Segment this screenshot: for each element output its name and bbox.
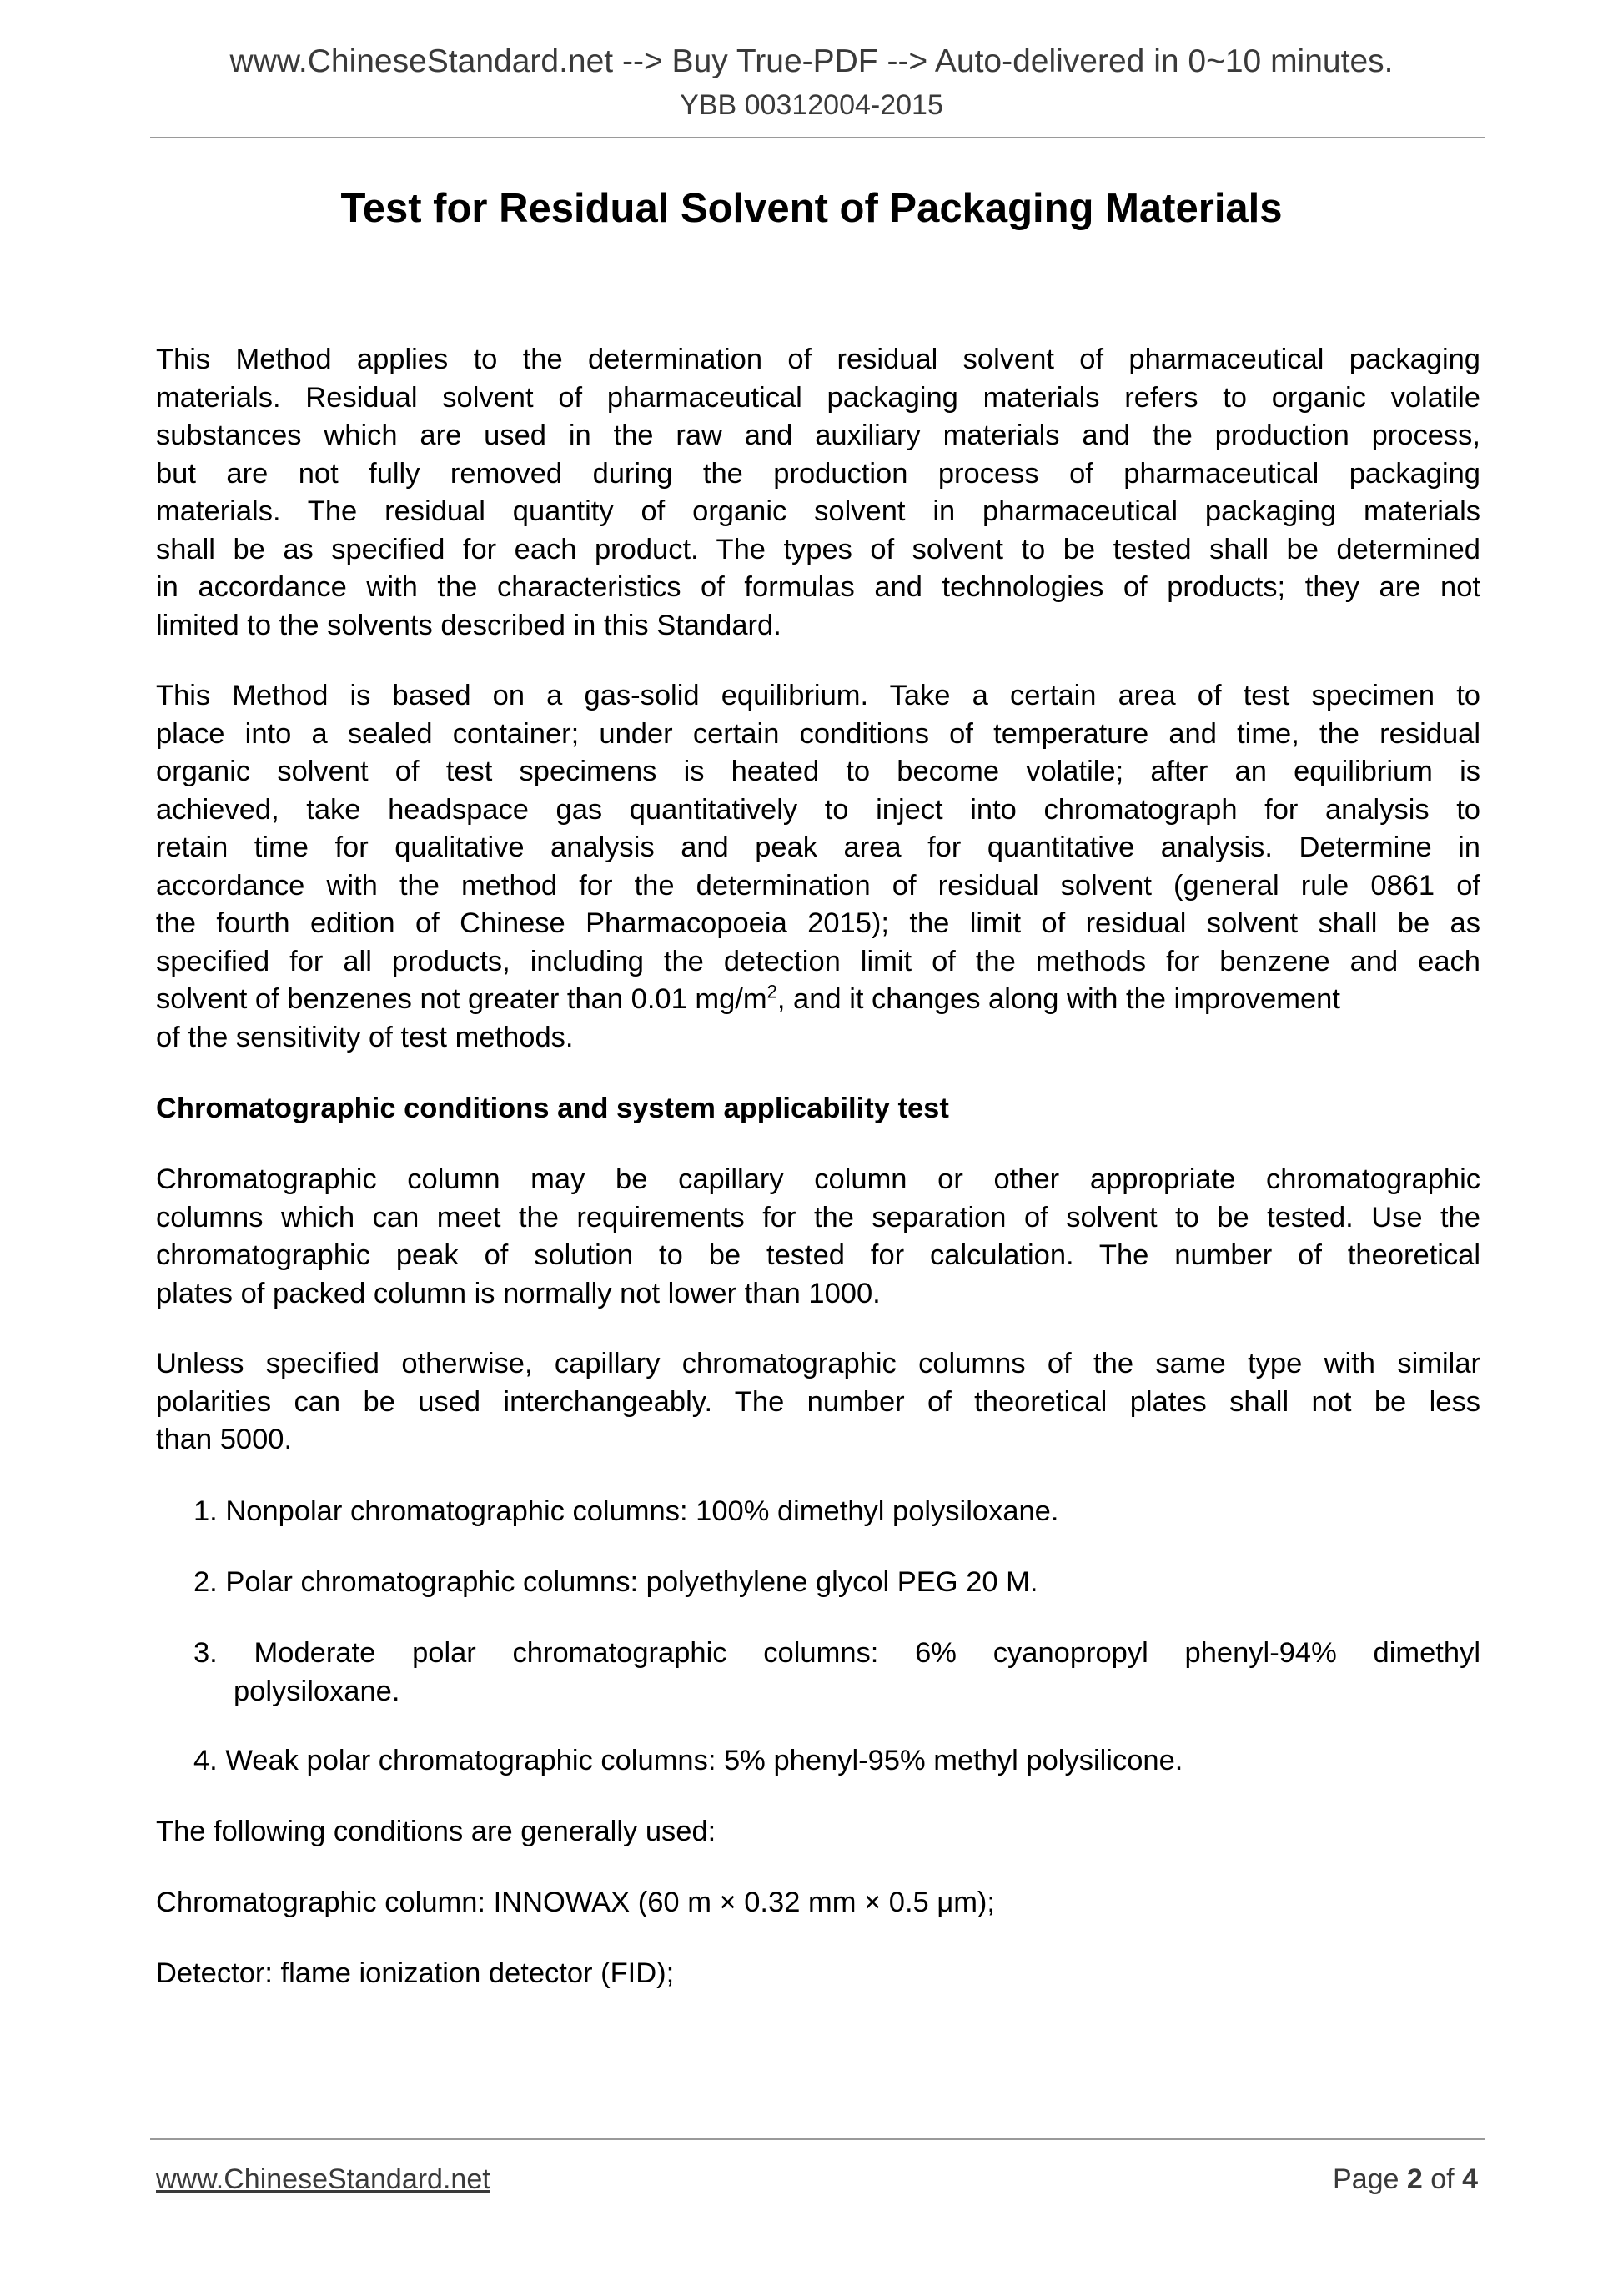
text-line: of the sensitivity of test methods. xyxy=(156,1021,574,1053)
text-line: materials. Residual solvent of pharmaceutical packaging materials refers to organic volatile xyxy=(156,381,1480,414)
list-item-text: 4. Weak polar chromatographic columns: 5% phenyl-95% methyl polysilicone. xyxy=(193,1745,1183,1776)
page-label: Page xyxy=(1333,2163,1407,2195)
paragraph-scope xyxy=(156,341,1480,645)
text-fragment xyxy=(156,981,1340,1019)
paragraph-principle xyxy=(156,677,1480,1057)
text-line: than 5000. xyxy=(156,1424,293,1455)
paragraph-conditions xyxy=(156,1813,1480,1851)
text-fragment: , and it changes along with the improvement xyxy=(776,983,1340,1015)
footer-divider xyxy=(150,2138,1485,2140)
text-fragment: solvent of benzenes not greater than 0.01 mg/m xyxy=(156,983,767,1015)
text-line: polarities can be used interchangeably. The number of theoretical plates shall not be less xyxy=(156,1385,1480,1418)
list-item-text: 1. Nonpolar chromatographic columns: 100% dimethyl polysiloxane. xyxy=(193,1495,1059,1527)
footer-link[interactable]: www.ChineseStandard.net xyxy=(156,2163,490,2195)
list-item-text: polysiloxane. xyxy=(234,1675,400,1707)
standard-code: YBB 00312004-2015 xyxy=(680,89,943,121)
text-line: place into a sealed container; under certain conditions of temperature and time, the residual xyxy=(156,717,1480,750)
text-line: but are not fully removed during the production process of pharmaceutical packaging xyxy=(156,457,1480,490)
text-line: Chromatographic column may be capillary column or other appropriate chromatographic xyxy=(156,1163,1480,1195)
text-line: substances which are used in the raw and auxiliary materials and the production process, xyxy=(156,420,1480,451)
text-line: The following conditions are generally used: xyxy=(156,1816,716,1847)
paragraph-capillary xyxy=(156,1345,1480,1459)
paragraph-column xyxy=(156,1161,1480,1313)
text-line: limited to the solvents described in this Standard. xyxy=(156,609,781,641)
text-line: Detector: flame ionization detector (FID); xyxy=(156,1957,675,1989)
text-line: chromatographic peak of solution to be tested for calculation. The number of theoretical xyxy=(156,1239,1480,1271)
superscript: 2 xyxy=(766,981,777,1002)
text-line: the fourth edition of Chinese Pharmacopoeia 2015); the limit of residual solvent shall be as xyxy=(156,907,1480,939)
text-line: Unless specified otherwise, capillary chromatographic columns of the same type with similar xyxy=(156,1348,1480,1379)
current-page: 2 xyxy=(1406,2163,1423,2195)
heading-text: Chromatographic conditions and system applicability test xyxy=(156,1093,949,1124)
total-pages: 4 xyxy=(1462,2163,1478,2195)
text-line: plates of packed column is normally not lower than 1000. xyxy=(156,1277,881,1309)
text-line: This Method is based on a gas-solid equilibrium. Take a certain area of test specimen to xyxy=(156,680,1480,711)
page-indicator xyxy=(1333,2163,1478,2196)
section-heading xyxy=(156,1090,1480,1128)
text-line: organic solvent of test specimens is heated to become volatile; after an equilibrium is xyxy=(156,756,1480,787)
text-line: in accordance with the characteristics of formulas and technologies of products; they are not xyxy=(156,571,1480,603)
text-line: accordance with the method for the determination of residual solvent (general rule 0861 of xyxy=(156,869,1480,902)
text-line: shall be as specified for each product. The types of solvent to be tested shall be determined xyxy=(156,533,1480,565)
text-line: specified for all products, including the detection limit of the methods for benzene and each xyxy=(156,945,1480,977)
text-line: achieved, take headspace gas quantitatively to inject into chromatograph for analysis to xyxy=(156,793,1480,826)
header-divider xyxy=(150,137,1485,138)
list-item xyxy=(193,1564,1480,1602)
header-banner[interactable]: www.ChineseStandard.net --> Buy True-PDF --> Auto-delivered in 0~10 minutes. xyxy=(229,43,1394,79)
list-item xyxy=(193,1493,1480,1531)
text-line: retain time for qualitative analysis and peak area for quantitative analysis. Determine in xyxy=(156,831,1480,863)
text-line xyxy=(156,981,1480,1019)
list-item xyxy=(193,1742,1480,1781)
list-item xyxy=(193,1635,1480,1711)
list-item-text: 2. Polar chromatographic columns: polyethylene glycol PEG 20 M. xyxy=(193,1566,1038,1598)
page-of-label: of xyxy=(1422,2163,1463,2195)
page-title: Test for Residual Solvent of Packaging Materials xyxy=(340,186,1283,231)
text-line: Chromatographic column: INNOWAX (60 m × 0.32 mm × 0.5 μm); xyxy=(156,1887,996,1918)
text-line: This Method applies to the determination of residual solvent of pharmaceutical packaging xyxy=(156,344,1480,375)
text-line: columns which can meet the requirements for the separation of solvent to be tested. Use the xyxy=(156,1201,1480,1233)
paragraph-column-spec xyxy=(156,1884,1480,1922)
list-item-text: 3. Moderate polar chromatographic columns: 6% cyanopropyl phenyl-94% dimethyl xyxy=(193,1637,1480,1669)
text-line: materials. The residual quantity of organic solvent in pharmaceutical packaging materials xyxy=(156,495,1480,527)
paragraph-detector xyxy=(156,1955,1480,1993)
